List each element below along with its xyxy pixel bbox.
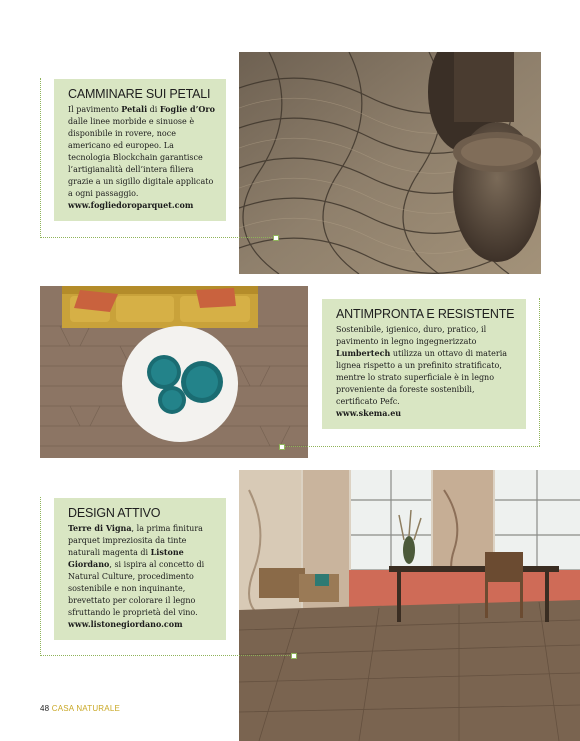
article-box-listone bbox=[54, 498, 226, 640]
text-run: , si ispira al concetto di Natural Culture, procedimento sostenibile e non inquinante, brevettato per colorare il legno sfruttando le proprietà del vino. bbox=[68, 560, 205, 617]
photo-petali-floor bbox=[239, 52, 541, 274]
text-run: di bbox=[147, 105, 160, 115]
petali-floor-image bbox=[239, 52, 541, 274]
listone-room-image bbox=[239, 470, 580, 741]
article-body bbox=[68, 104, 216, 211]
connector-line bbox=[539, 298, 540, 446]
brand-name: Petali bbox=[121, 104, 148, 115]
text-run: Sostenibile, igienico, duro, pratico, il pavimento in legno ingegnerizzato bbox=[336, 325, 487, 347]
photo-listone-room bbox=[239, 470, 580, 741]
article-box-lumbertech bbox=[322, 299, 526, 429]
article-box-petali bbox=[54, 79, 226, 221]
article-title: DESIGN ATTIVO bbox=[68, 506, 161, 520]
page-number: 48 bbox=[40, 704, 50, 713]
article-body bbox=[336, 324, 516, 419]
brand-name: Lumbertech bbox=[336, 348, 391, 359]
text-run: Il pavimento bbox=[68, 105, 122, 115]
text-run: , la prima finitura parquet impreziosita da tinte naturali magenta di bbox=[68, 524, 203, 558]
brand-name: Terre di Vigna bbox=[68, 523, 132, 534]
article-body bbox=[68, 523, 216, 630]
brand-name: Foglie d’Oro bbox=[159, 104, 215, 115]
connector-line bbox=[40, 497, 41, 656]
connector-line bbox=[40, 78, 41, 238]
connector-line bbox=[282, 446, 540, 447]
connector-marker bbox=[273, 235, 279, 241]
article-url[interactable]: www.skema.eu bbox=[336, 407, 402, 418]
brand-name: Listone Giordano bbox=[68, 547, 184, 570]
magazine-name: CASA NATURALE bbox=[51, 704, 120, 713]
article-title: ANTIMPRONTA E RESISTENTE bbox=[336, 307, 515, 321]
photo-lumbertech-room bbox=[40, 286, 308, 458]
page-footer bbox=[40, 704, 120, 713]
text-run: utilizza un ottavo di materia lignea rispetto a un prefinito stratificato, mentre lo strato superficiale è in legno proveniente da foreste sostenibili, certificato Pefc. bbox=[336, 349, 508, 406]
connector-marker bbox=[291, 653, 297, 659]
text-run: dalle linee morbide e sinuose è disponibile in rovere, noce americano ed europeo. La tecnologia Blockchain garantisce l’artigianalità dell’intera filiera grazie a un sigillo digitale applicato a ogni passaggio. bbox=[68, 117, 214, 198]
connector-marker bbox=[279, 444, 285, 450]
article-url[interactable]: www.listonegiordano.com bbox=[68, 618, 183, 629]
lumbertech-room-image bbox=[40, 286, 308, 458]
article-title: CAMMINARE SUI PETALI bbox=[68, 87, 211, 101]
connector-line bbox=[40, 655, 292, 656]
connector-line bbox=[40, 237, 274, 238]
article-url[interactable]: www.fogliedoroparquet.com bbox=[68, 199, 194, 210]
